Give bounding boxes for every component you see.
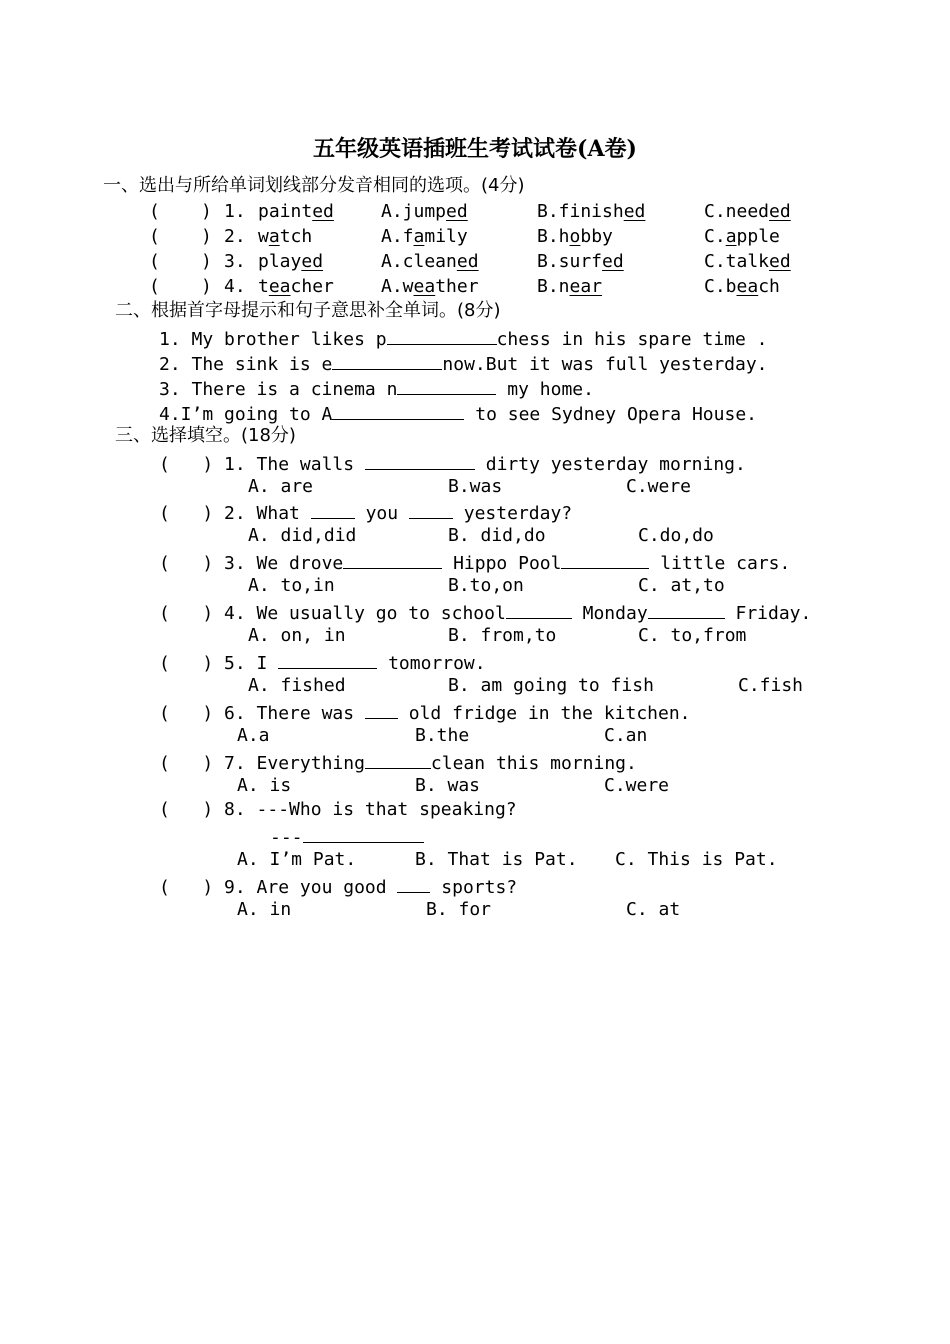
s3-q5-option-b: B. am going to fish [448,675,654,696]
s1-row3-paren-close: ) [201,251,212,272]
s1-row1-paren-close: ) [201,201,212,222]
s2-item-2: 2. The sink is e now.But it was full yesterday. [159,350,768,377]
s3-q4-option-c: C. to,from [638,625,747,646]
s1-row4-word: teacher [258,276,334,297]
s3-q1: ( ) 1. The walls dirty yesterday morning. [159,450,746,477]
s1-row3-number: 3. [224,251,246,272]
s1-row4-option-a: A.weather [381,276,479,297]
s3-q7-option-a: A. is [237,775,292,796]
page-title: 五年级英语插班生考试试卷(A卷) [313,136,637,162]
s3-q3: ( ) 3. We drove Hippo Pool little cars. [159,549,790,576]
section-1-heading: 一、选出与所给单词划线部分发音相同的选项。(4分) [103,175,525,196]
s2-item-3: 3. There is a cinema n my home. [159,375,594,402]
s1-row1-option-c: C.needed [704,201,791,222]
s3-q6-option-b: B.the [415,725,470,746]
s3-q4: ( ) 4. We usually go to school Monday Friday. [159,599,811,626]
s1-row2-paren-open: ( [149,226,160,247]
s3-q5-option-c: C.fish [738,675,804,696]
s3-q2: ( ) 2. What you yesterday? [159,499,572,526]
s3-q2-option-a: A. did,did [248,525,357,546]
s1-row3-option-a: A.cleaned [381,251,479,272]
s3-q8-answer-line: --- [270,823,424,850]
s3-q6-option-a: A.a [237,725,270,746]
s1-row2-option-a: A.family [381,226,468,247]
s3-q8-option-b: B. That is Pat. [415,849,578,870]
s1-row3-word: played [258,251,324,272]
s3-q9-option-a: A. in [237,899,292,920]
s1-row3-option-c: C.talked [704,251,791,272]
s1-row4-option-c: C.beach [704,276,780,297]
s3-q7: ( ) 7. Everything clean this morning. [159,749,637,776]
s1-row1-option-b: B.finished [537,201,646,222]
s3-q3-option-c: C. at,to [638,575,725,596]
section-2-heading: 二、根据首字母提示和句子意思补全单词。(8分) [115,300,501,321]
s3-q2-option-c: C.do,do [638,525,714,546]
s1-row1-option-a: A.jumped [381,201,468,222]
s3-q1-option-a: A. are [248,476,314,497]
s3-q8-option-c: C. This is Pat. [615,849,778,870]
s1-row4-option-b: B.near [537,276,603,297]
s2-item-1: 1. My brother likes p chess in his spare time . [159,325,768,352]
s3-q4-option-a: A. on, in [248,625,346,646]
s3-q5: ( ) 5. I tomorrow. [159,649,486,676]
s3-q6: ( ) 6. There was old fridge in the kitchen. [159,699,691,726]
s1-row2-word: watch [258,226,313,247]
s1-row3-paren-open: ( [149,251,160,272]
s3-q9: ( ) 9. Are you good sports? [159,873,517,900]
section-3-heading: 三、选择填空。(18分) [115,425,296,446]
s3-q9-option-c: C. at [626,899,681,920]
s3-q6-option-c: C.an [604,725,648,746]
s3-q1-option-b: B.was [448,476,503,497]
s1-row2-number: 2. [224,226,246,247]
s3-q9-option-b: B. for [426,899,492,920]
s3-q3-option-a: A. to,in [248,575,335,596]
s1-row1-number: 1. [224,201,246,222]
s3-q8: ( ) 8. ---Who is that speaking? [159,799,517,820]
s3-q8-option-a: A. I’m Pat. [237,849,357,870]
s1-row1-word: painted [258,201,334,222]
s1-row2-option-c: C.apple [704,226,780,247]
s3-q4-option-b: B. from,to [448,625,557,646]
s1-row1-paren-open: ( [149,201,160,222]
s1-row4-number: 4. [224,276,246,297]
s1-row4-paren-open: ( [149,276,160,297]
s3-q1-option-c: C.were [626,476,692,497]
s2-item-4: 4.I’m going to A to see Sydney Opera House. [159,400,757,427]
s1-row2-paren-close: ) [201,226,212,247]
s3-q3-option-b: B.to,on [448,575,524,596]
s1-row3-option-b: B.surfed [537,251,624,272]
s3-q7-option-c: C.were [604,775,670,796]
s1-row2-option-b: B.hobby [537,226,613,247]
s3-q7-option-b: B. was [415,775,481,796]
s3-q5-option-a: A. fished [248,675,346,696]
s3-q2-option-b: B. did,do [448,525,546,546]
s1-row4-paren-close: ) [201,276,212,297]
